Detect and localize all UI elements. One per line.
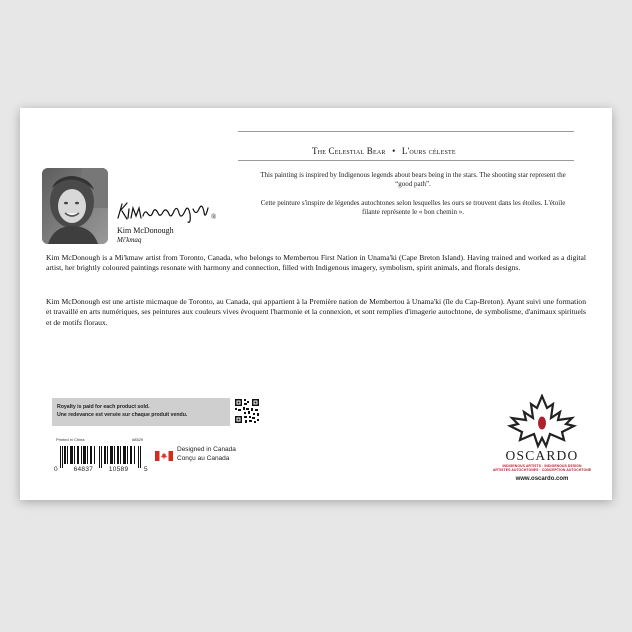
artist-photo <box>42 168 108 244</box>
brand-website[interactable]: www.oscardo.com <box>515 476 569 482</box>
description-fr: Cette peinture s'inspire de légendes autochtones selon lesquelles les ours se trouvent dans les étoiles. L'étoile filante représente le « bon chemin ». <box>260 199 566 216</box>
artist-bio-en: Kim McDonough is a Mi'kmaw artist from Toronto, Canada, who belongs to Membertou First Nation in Unama'ki (Cape Breton Island). Having trained and worked as a digital artist, her brightly coloured paintings resonate with harmony and connection, filled with Indigenous imagery, symbolism, spirit animals, and florals designs. <box>46 253 586 273</box>
brand-tagline-line1: INDIGENOUS ARTISTS · INDIGENOUS DESIGN <box>502 464 582 468</box>
oscardo-maple-leaf-logo <box>500 394 584 454</box>
brand-tagline-line2: ARTISTES AUTOCHTONES · CONCEPTION AUTOCHTONE <box>492 468 592 473</box>
designed-fr: Conçu au Canada <box>177 454 230 462</box>
barcode-digit-group: 64837 <box>73 466 94 473</box>
barcode-digits <box>54 466 148 473</box>
barcode-digit-group: 10589 <box>108 466 129 473</box>
designed-en: Designed in Canada <box>177 446 236 453</box>
artist-name: Kim McDonough <box>117 226 174 235</box>
barcode <box>54 446 148 468</box>
printed-in-label: Printed in China <box>56 437 85 442</box>
top-rule <box>238 131 574 132</box>
artist-bio-fr: Kim McDonough est une artiste micmaque de Toronto, au Canada, qui appartient à la Première nation de Membertou à Unama'ki (île du Cap-Breton). Ayant suivi une formation et travaillé en arts numériques, ses peintures aux couleurs vives évoquent l'harmonie et la connexion, et sont remplies d'imagerie autochtone, de symbolisme, d'animaux spirituels et de motifs floraux. <box>46 297 586 327</box>
brand-name: OSCARDO <box>505 448 579 463</box>
title-separator: • <box>392 146 396 156</box>
royalty-fr: Une redevance est versée sur chaque produit vendu. <box>57 412 188 418</box>
artist-nation: Mi'kmaq <box>117 236 142 244</box>
signature-mark: ® <box>211 213 217 221</box>
title-fr: L'ours céleste <box>401 146 456 156</box>
designed-in-canada <box>177 446 236 463</box>
artist-signature <box>116 198 226 224</box>
brand-tagline <box>482 464 602 473</box>
title-en: The Celestial Bear <box>312 146 386 156</box>
royalty-notice <box>52 398 230 426</box>
barcode-digit-group: 5 <box>144 466 148 473</box>
title-rule <box>238 160 574 161</box>
barcode-digit-group: 0 <box>54 466 58 473</box>
product-card <box>20 108 612 500</box>
product-code: #8529 <box>132 437 144 442</box>
qr-code-icon <box>234 398 260 424</box>
description-en: This painting is inspired by Indigenous legends about bears being in the stars. The shooting star represent the “good path”. <box>260 171 566 188</box>
canada-flag-icon <box>155 451 173 461</box>
royalty-en: Royalty is paid for each product sold. <box>57 404 150 410</box>
artwork-title <box>312 146 572 156</box>
